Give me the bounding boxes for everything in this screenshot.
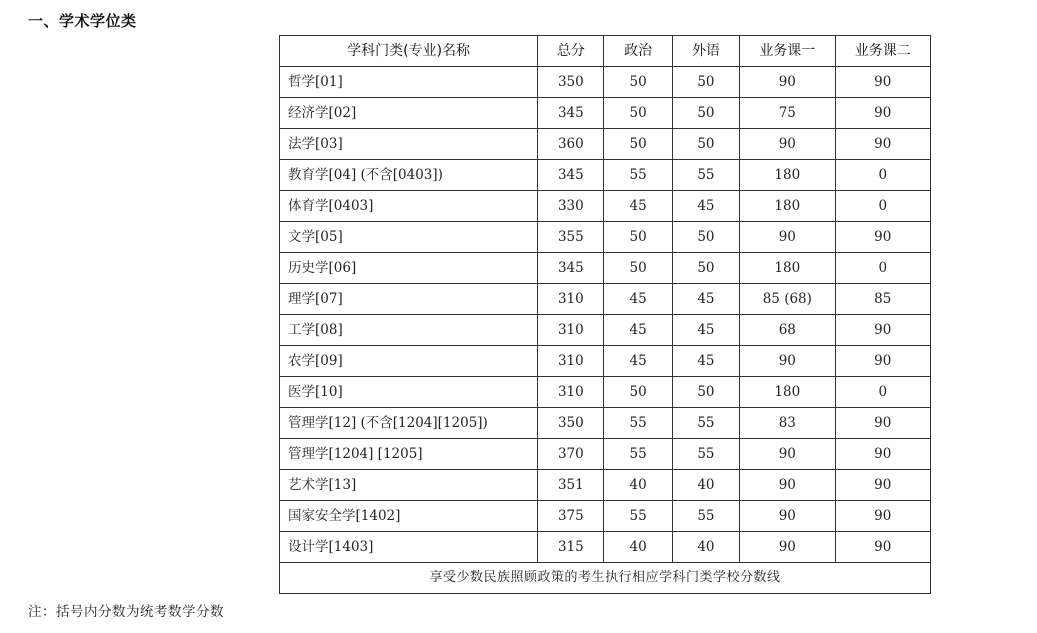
subject-two-score: 0 [835, 377, 930, 408]
table-row [280, 222, 931, 253]
politics-score: 50 [604, 253, 672, 284]
foreign-language-score: 55 [672, 408, 739, 439]
politics-score: 55 [604, 408, 672, 439]
total-score: 350 [538, 67, 604, 98]
foreign-language-score: 55 [672, 160, 739, 191]
subject-two-score: 90 [835, 222, 930, 253]
table-footer-row [280, 563, 931, 594]
table-row [280, 377, 931, 408]
header-politics: 政治 [604, 36, 672, 67]
total-score: 310 [538, 315, 604, 346]
discipline-name: 历史学[06] [280, 253, 538, 284]
subject-two-score: 90 [835, 98, 930, 129]
subject-two-score: 90 [835, 532, 930, 563]
foreign-language-score: 50 [672, 67, 739, 98]
subject-one-score: 90 [740, 501, 835, 532]
politics-score: 50 [604, 377, 672, 408]
section-title: 一、学术学位类 [28, 12, 137, 30]
subject-two-score: 0 [835, 191, 930, 222]
discipline-name: 设计学[1403] [280, 532, 538, 563]
header-discipline: 学科门类(专业)名称 [280, 36, 538, 67]
discipline-name: 国家安全学[1402] [280, 501, 538, 532]
total-score: 345 [538, 253, 604, 284]
total-score: 315 [538, 532, 604, 563]
foreign-language-score: 50 [672, 98, 739, 129]
subject-two-score: 90 [835, 408, 930, 439]
foreign-language-score: 50 [672, 129, 739, 160]
table-row [280, 160, 931, 191]
header-subject-two: 业务课二 [835, 36, 930, 67]
politics-score: 45 [604, 284, 672, 315]
table-row [280, 501, 931, 532]
subject-one-score: 180 [740, 160, 835, 191]
total-score: 375 [538, 501, 604, 532]
politics-score: 45 [604, 346, 672, 377]
table-row [280, 346, 931, 377]
total-score: 351 [538, 470, 604, 501]
total-score: 350 [538, 408, 604, 439]
discipline-name: 经济学[02] [280, 98, 538, 129]
table-row [280, 315, 931, 346]
politics-score: 40 [604, 470, 672, 501]
subject-two-score: 90 [835, 470, 930, 501]
foreign-language-score: 50 [672, 253, 739, 284]
subject-one-score: 180 [740, 253, 835, 284]
foreign-language-score: 55 [672, 439, 739, 470]
header-subject-one: 业务课一 [740, 36, 835, 67]
subject-one-score: 90 [740, 129, 835, 160]
table-row [280, 532, 931, 563]
discipline-name: 教育学[04] (不含[0403]) [280, 160, 538, 191]
subject-one-score: 83 [740, 408, 835, 439]
subject-two-score: 0 [835, 253, 930, 284]
table-row [280, 129, 931, 160]
foreign-language-score: 50 [672, 377, 739, 408]
discipline-name: 农学[09] [280, 346, 538, 377]
ethnic-minority-policy-note: 享受少数民族照顾政策的考生执行相应学科门类学校分数线 [280, 563, 931, 594]
subject-two-score: 90 [835, 439, 930, 470]
table-row [280, 98, 931, 129]
subject-one-score: 90 [740, 439, 835, 470]
table-row [280, 408, 931, 439]
table-header-row [280, 36, 931, 67]
politics-score: 40 [604, 532, 672, 563]
subject-one-score: 75 [740, 98, 835, 129]
politics-score: 50 [604, 129, 672, 160]
total-score: 370 [538, 439, 604, 470]
foreign-language-score: 50 [672, 222, 739, 253]
foreign-language-score: 45 [672, 284, 739, 315]
subject-two-score: 90 [835, 346, 930, 377]
politics-score: 55 [604, 160, 672, 191]
total-score: 310 [538, 346, 604, 377]
politics-score: 55 [604, 501, 672, 532]
score-table [279, 35, 931, 594]
discipline-name: 体育学[0403] [280, 191, 538, 222]
total-score: 355 [538, 222, 604, 253]
discipline-name: 艺术学[13] [280, 470, 538, 501]
subject-one-score: 180 [740, 377, 835, 408]
discipline-name: 法学[03] [280, 129, 538, 160]
total-score: 360 [538, 129, 604, 160]
table-row [280, 439, 931, 470]
discipline-name: 理学[07] [280, 284, 538, 315]
discipline-name: 工学[08] [280, 315, 538, 346]
foreign-language-score: 40 [672, 532, 739, 563]
table-row [280, 253, 931, 284]
discipline-name: 医学[10] [280, 377, 538, 408]
total-score: 345 [538, 160, 604, 191]
politics-score: 45 [604, 315, 672, 346]
subject-one-score: 90 [740, 470, 835, 501]
foreign-language-score: 45 [672, 315, 739, 346]
table-row [280, 284, 931, 315]
total-score: 345 [538, 98, 604, 129]
discipline-name: 哲学[01] [280, 67, 538, 98]
foreign-language-score: 45 [672, 191, 739, 222]
subject-two-score: 90 [835, 315, 930, 346]
subject-two-score: 90 [835, 67, 930, 98]
footnote: 注：括号内分数为统考数学分数 [28, 604, 224, 620]
subject-one-score: 180 [740, 191, 835, 222]
table-row [280, 191, 931, 222]
subject-one-score: 90 [740, 346, 835, 377]
header-foreign-language: 外语 [672, 36, 739, 67]
total-score: 310 [538, 284, 604, 315]
total-score: 310 [538, 377, 604, 408]
subject-two-score: 90 [835, 501, 930, 532]
discipline-name: 管理学[1204] [1205] [280, 439, 538, 470]
header-total: 总分 [538, 36, 604, 67]
foreign-language-score: 45 [672, 346, 739, 377]
politics-score: 55 [604, 439, 672, 470]
politics-score: 50 [604, 98, 672, 129]
table-row [280, 470, 931, 501]
subject-one-score: 90 [740, 222, 835, 253]
subject-one-score: 90 [740, 67, 835, 98]
subject-one-score: 90 [740, 532, 835, 563]
table-row [280, 67, 931, 98]
foreign-language-score: 55 [672, 501, 739, 532]
politics-score: 50 [604, 67, 672, 98]
total-score: 330 [538, 191, 604, 222]
discipline-name: 文学[05] [280, 222, 538, 253]
discipline-name: 管理学[12] (不含[1204][1205]) [280, 408, 538, 439]
foreign-language-score: 40 [672, 470, 739, 501]
subject-one-score: 85 (68) [740, 284, 835, 315]
politics-score: 50 [604, 222, 672, 253]
subject-two-score: 90 [835, 129, 930, 160]
subject-two-score: 0 [835, 160, 930, 191]
subject-two-score: 85 [835, 284, 930, 315]
politics-score: 45 [604, 191, 672, 222]
subject-one-score: 68 [740, 315, 835, 346]
